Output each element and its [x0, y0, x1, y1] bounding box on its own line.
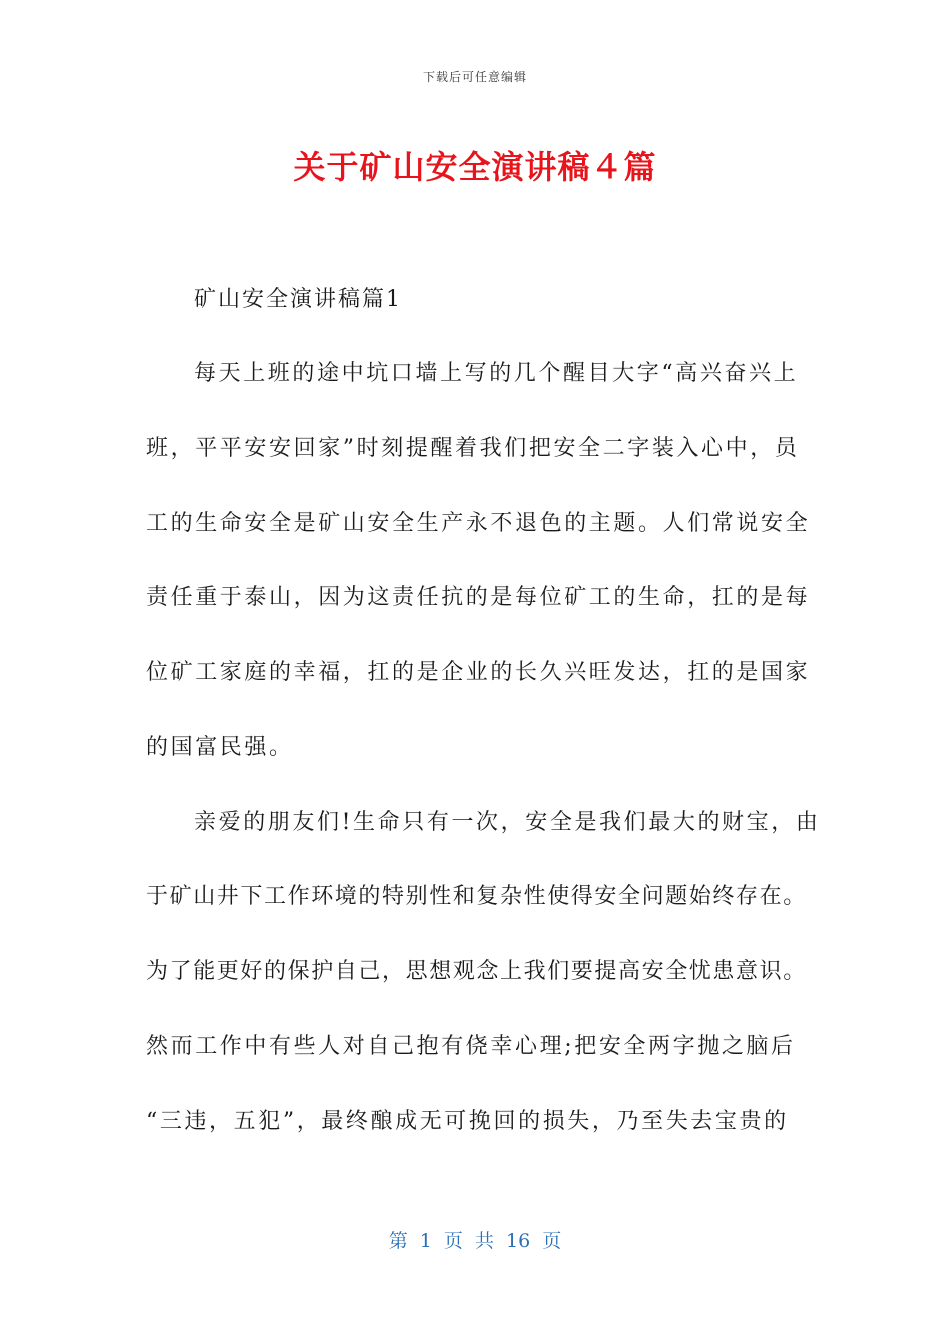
body-line: 每天上班的途中坑口墙上写的几个醒目大字“高兴奋兴上 — [194, 361, 799, 386]
body-line: “三违，五犯”，最终酿成无可挽回的损失，乃至失去宝贵的 — [146, 1109, 789, 1134]
body-line: 于矿山井下工作环境的特别性和复杂性使得安全问题始终存在。 — [146, 884, 807, 909]
section-heading: 矿山安全演讲稿篇1 — [194, 287, 402, 312]
body-line: 亲爱的朋友们!生命只有一次，安全是我们最大的财宝，由 — [194, 810, 821, 835]
body-line: 班，平平安安回家”时刻提醒着我们把安全二字装入心中，员 — [146, 436, 800, 461]
document-title: 关于矿山安全演讲稿４篇 — [293, 148, 657, 186]
body-line: 责任重于泰山，因为这责任抗的是每位矿工的生命，扛的是每 — [146, 585, 811, 610]
body-line: 然而工作中有些人对自己抱有侥幸心理;把安全两字抛之脑后 — [146, 1034, 796, 1059]
body-line: 的国富民强。 — [146, 735, 294, 760]
page-number: 第 1 页 共 16 页 — [388, 1230, 562, 1252]
body-line: 工的生命安全是矿山安全生产永不退色的主题。人们常说安全 — [146, 511, 811, 536]
header-note: 下载后可任意编辑 — [422, 70, 527, 84]
body-line: 为了能更好的保护自己，思想观念上我们要提高安全忧患意识。 — [146, 959, 807, 984]
body-line: 位矿工家庭的幸福，扛的是企业的长久兴旺发达，扛的是国家 — [146, 660, 811, 685]
